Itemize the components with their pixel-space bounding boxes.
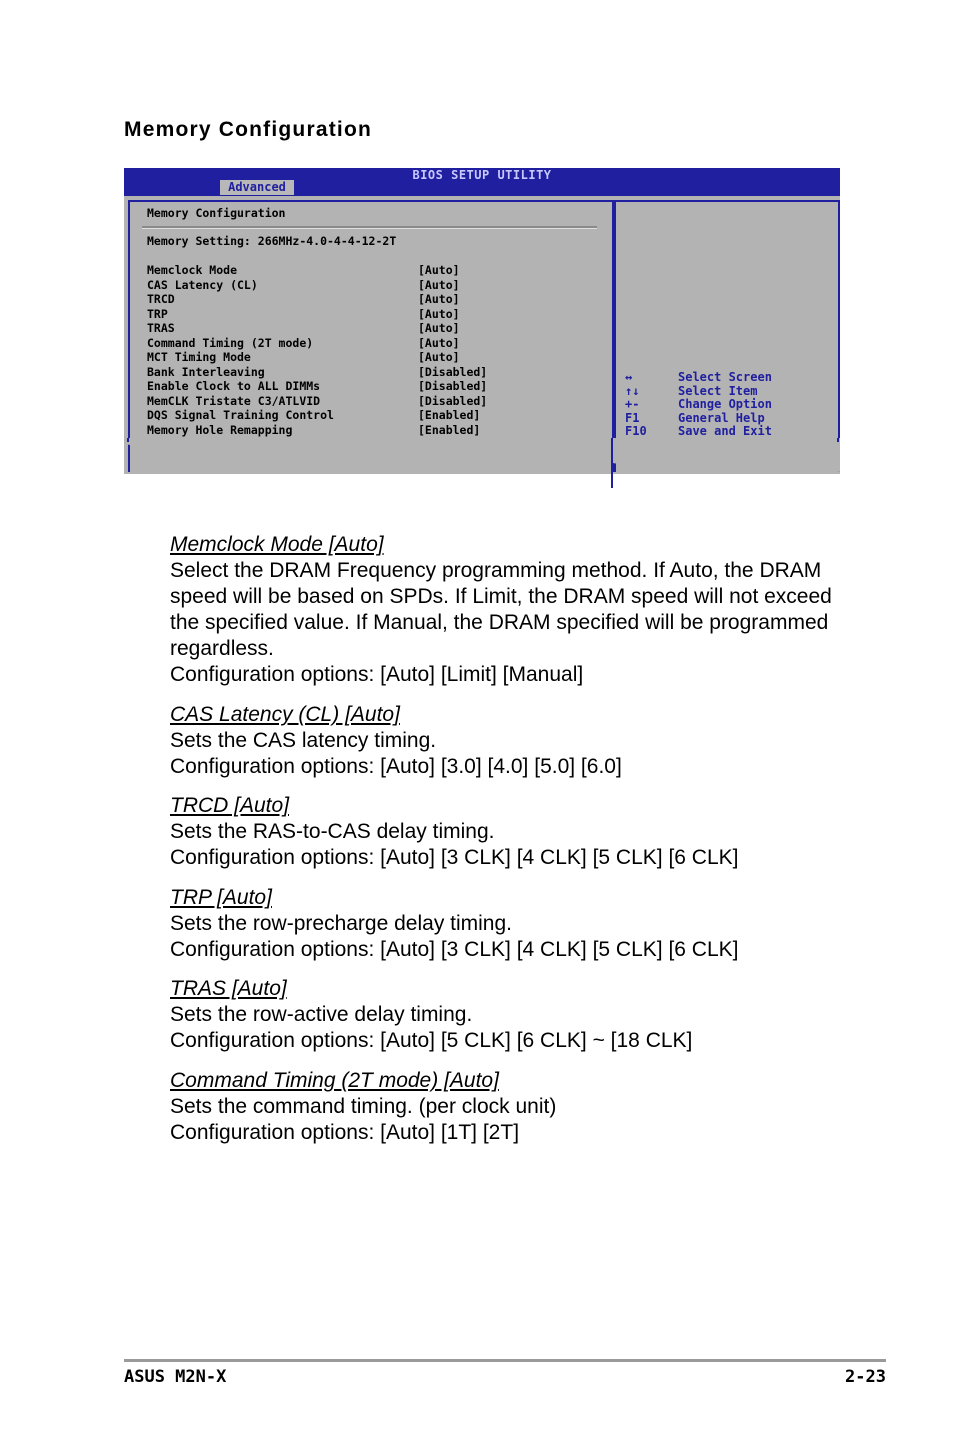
help-row bbox=[625, 398, 772, 412]
bios-item[interactable] bbox=[147, 408, 487, 423]
help-text: Save and Exit bbox=[678, 424, 772, 439]
help-key: +- bbox=[625, 397, 640, 412]
footer-product: ASUS M2N-X bbox=[124, 1367, 227, 1387]
bios-item[interactable] bbox=[147, 307, 487, 322]
help-key: ↑↓ bbox=[625, 383, 640, 398]
help-text: General Help bbox=[678, 410, 765, 425]
bios-item-label: DQS Signal Training Control bbox=[147, 408, 334, 422]
bios-item-label: Memory Hole Remapping bbox=[147, 422, 293, 437]
bios-item[interactable] bbox=[147, 263, 487, 278]
bios-item-label: MCT Timing Mode bbox=[147, 350, 251, 364]
description-heading: CAS Latency (CL) [Auto] bbox=[170, 703, 400, 726]
description-heading: TRCD [Auto] bbox=[170, 794, 290, 817]
bios-item[interactable] bbox=[147, 278, 487, 293]
bios-item[interactable] bbox=[147, 336, 487, 351]
help-row bbox=[625, 412, 772, 426]
bios-title: BIOS SETUP UTILITY bbox=[412, 168, 552, 182]
bios-item-value: [Auto] bbox=[418, 321, 460, 335]
description-line: Select the DRAM Frequency programming method. If Auto, the DRAM bbox=[170, 559, 822, 582]
section-title: Memory Configuration bbox=[124, 118, 372, 141]
description-line: Configuration options: [Auto] [5 CLK] [6 CLK] ~ [18 CLK] bbox=[170, 1029, 693, 1052]
bios-item-label: TRCD bbox=[147, 292, 175, 306]
bios-item-value: [Disabled] bbox=[418, 364, 488, 379]
help-key: F10 bbox=[625, 424, 647, 439]
description-line: speed will be based on SPDs. If Limit, the DRAM speed will not exceed bbox=[170, 585, 832, 608]
description-line: Configuration options: [Auto] [Limit] [Manual] bbox=[170, 663, 584, 686]
description-heading: TRAS [Auto] bbox=[170, 977, 287, 1000]
bios-item[interactable] bbox=[147, 394, 487, 409]
help-row bbox=[625, 425, 772, 439]
description-heading: TRP [Auto] bbox=[170, 886, 272, 909]
bios-item[interactable] bbox=[147, 321, 487, 336]
bios-item-label: CAS Latency (CL) bbox=[147, 277, 258, 292]
description-line: the specified value. If Manual, the DRAM specified will be programmed bbox=[170, 611, 829, 634]
description-line: Sets the RAS-to-CAS delay timing. bbox=[170, 820, 495, 843]
bios-item-value: [Enabled] bbox=[418, 408, 481, 422]
bios-item-value: [Auto] bbox=[418, 277, 460, 292]
description-heading: Memclock Mode [Auto] bbox=[170, 533, 384, 556]
description-line: Sets the CAS latency timing. bbox=[170, 729, 437, 752]
description-line: Configuration options: [Auto] [3 CLK] [4 CLK] [5 CLK] [6 CLK] bbox=[170, 938, 739, 961]
bios-item[interactable] bbox=[147, 292, 487, 307]
help-row bbox=[625, 371, 772, 385]
bios-item-list bbox=[147, 263, 487, 437]
bios-item-label: Enable Clock to ALL DIMMs bbox=[147, 379, 321, 393]
bios-item-label: TRAS bbox=[147, 321, 175, 335]
footer-divider bbox=[124, 1359, 886, 1362]
bios-item-label: Bank Interleaving bbox=[147, 364, 265, 379]
bios-item-label: MemCLK Tristate C3/ATLVID bbox=[147, 393, 321, 408]
description-line: regardless. bbox=[170, 637, 274, 660]
description-line: Sets the row-precharge delay timing. bbox=[170, 912, 512, 935]
description-line: Configuration options: [Auto] [3.0] [4.0] [5.0] [6.0] bbox=[170, 755, 622, 778]
bios-item-value: [Disabled] bbox=[418, 379, 488, 393]
help-row bbox=[625, 385, 772, 399]
description-line: Configuration options: [Auto] [3 CLK] [4 CLK] [5 CLK] [6 CLK] bbox=[170, 846, 739, 869]
bios-item[interactable] bbox=[147, 379, 487, 394]
help-key: F1 bbox=[625, 410, 640, 425]
bios-separator bbox=[142, 226, 597, 229]
help-text: Select Item bbox=[678, 383, 758, 398]
bios-item[interactable] bbox=[147, 350, 487, 365]
bios-item-value: [Auto] bbox=[418, 350, 460, 364]
bios-item-label: Memclock Mode bbox=[147, 263, 238, 277]
bios-item-value: [Auto] bbox=[418, 306, 460, 321]
bios-title-bar bbox=[124, 168, 840, 196]
bios-item-value: [Auto] bbox=[418, 335, 460, 350]
bios-item-value: [Enabled] bbox=[418, 422, 481, 437]
help-key: ↔ bbox=[625, 370, 633, 384]
description-tras bbox=[170, 976, 692, 1054]
description-cas-latency bbox=[170, 702, 622, 780]
description-command-timing bbox=[170, 1068, 556, 1146]
bios-item-value: [Auto] bbox=[418, 292, 460, 306]
torn-edge bbox=[124, 438, 840, 500]
bios-tab-advanced[interactable]: Advanced bbox=[220, 180, 294, 195]
description-line: Sets the row-active delay timing. bbox=[170, 1003, 473, 1026]
description-memclock bbox=[170, 532, 832, 688]
help-text: Select Screen bbox=[678, 370, 772, 384]
footer-page-number: 2-23 bbox=[845, 1367, 886, 1387]
description-heading: Command Timing (2T mode) [Auto] bbox=[170, 1069, 499, 1092]
help-text: Change Option bbox=[678, 397, 772, 412]
bios-item-label: Command Timing (2T mode) bbox=[147, 335, 314, 350]
bios-item-label: TRP bbox=[147, 306, 168, 321]
bios-item[interactable] bbox=[147, 365, 487, 380]
bios-item-value: [Auto] bbox=[418, 263, 460, 277]
bios-memory-setting: Memory Setting: 266MHz-4.0-4-4-12-2T bbox=[147, 234, 397, 248]
description-line: Sets the command timing. (per clock unit) bbox=[170, 1095, 557, 1118]
description-trcd bbox=[170, 793, 738, 871]
bios-item-value: [Disabled] bbox=[418, 393, 488, 408]
description-line: Configuration options: [Auto] [1T] [2T] bbox=[170, 1121, 520, 1144]
bios-screenshot bbox=[124, 168, 840, 500]
bios-item[interactable] bbox=[147, 423, 487, 438]
description-trp bbox=[170, 885, 738, 963]
bios-panel-heading: Memory Configuration bbox=[147, 206, 286, 220]
